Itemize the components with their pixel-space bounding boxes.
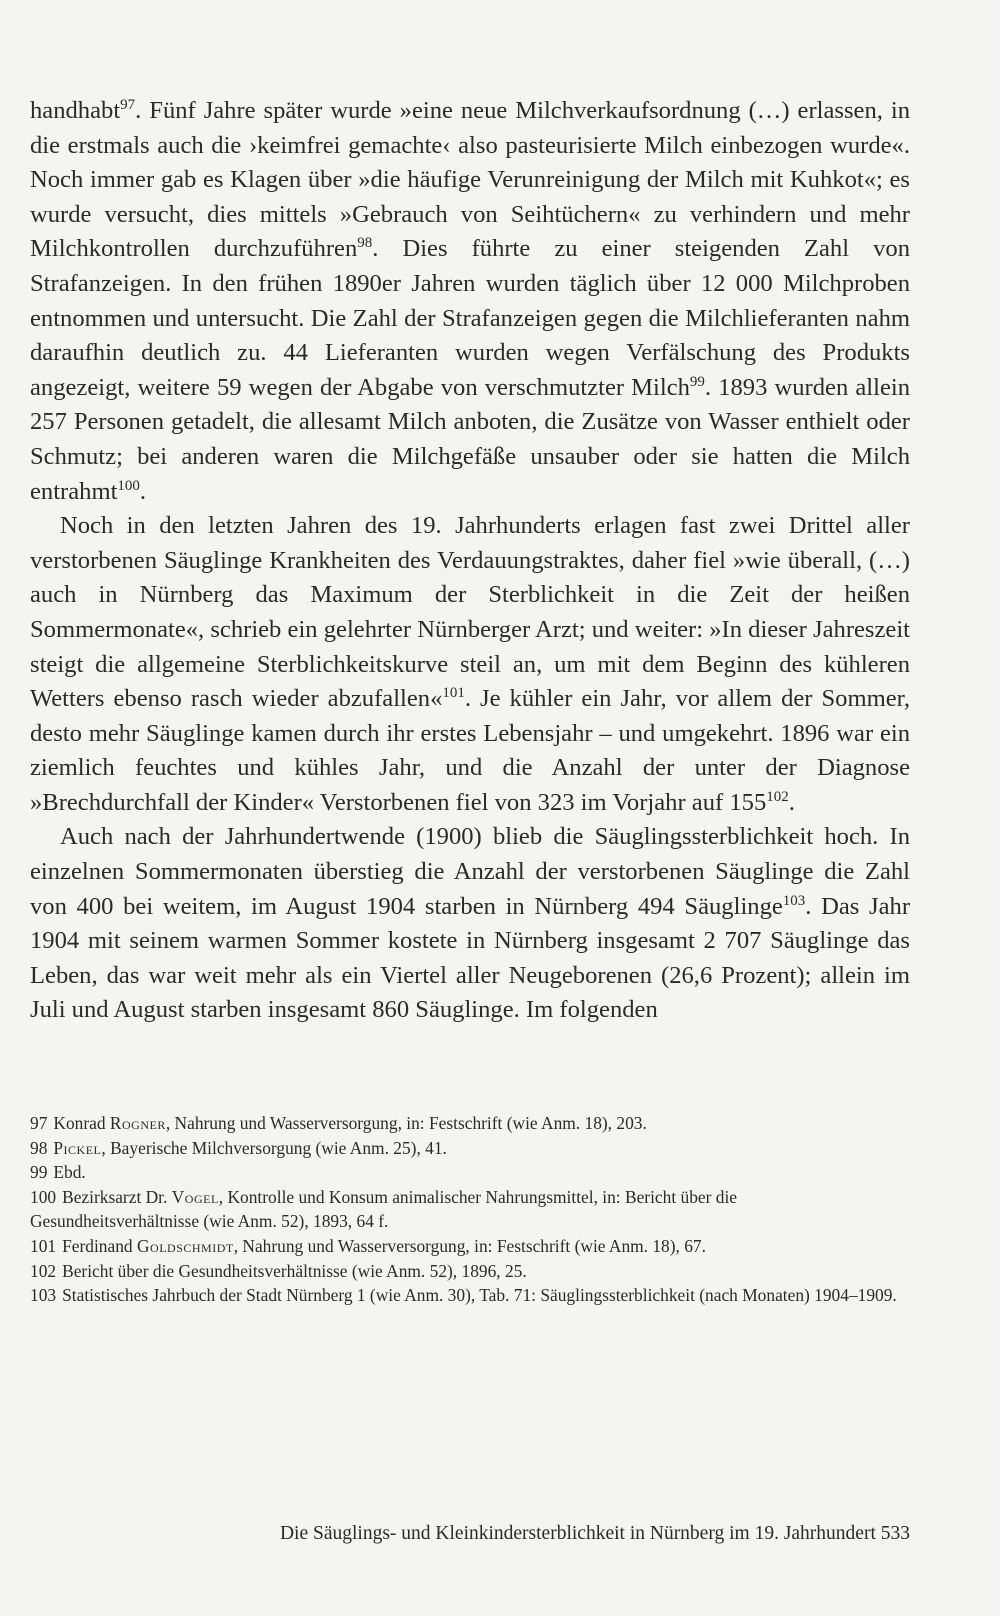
text-run: . Dies führte zu einer steigenden Zahl von Strafanzeigen. In den frühen 1890er Jahren wurden täglich über 12 000 Milchproben entnommen und untersucht. Die Zahl der Strafanzeigen gegen die Milchlieferanten nahm daraufhin deutlich zu. 44 Lieferanten wurden wegen Verfälschung des Produkts angezeigt, weitere 59 wegen der Abgabe von verschmutzter Milch [30, 235, 910, 401]
footnote-ref-99[interactable]: 99 [689, 373, 705, 390]
footnote-text: , Nahrung und Wasserversorgung, in: Festschrift (wie Anm. 18), 67. [233, 1235, 706, 1256]
footnote-ref-102[interactable]: 102 [766, 788, 789, 805]
footnote-text: Ferdinand [62, 1235, 137, 1256]
footnote-text: Konrad [53, 1113, 110, 1133]
text-run: . Fünf Jahre später wurde »eine neue Milchverkaufsordnung (…) erlassen, in die erstmals auch die ›keimfrei gemachte‹ also pasteurisierte Milch einbezogen wurde«. Noch immer gab es Klagen über »die häufige Verunreinigung der Milch mit Kuhkot«; es wurde versucht, dies mittels »Gebrauch von Seihtüchern« zu verhindern und mehr Milchkontrollen durchzuführen [30, 97, 910, 263]
text-run: Auch nach der Jahrhundertwende (1900) blieb die Säuglingssterblichkeit hoch. In einzelnen Sommermonaten überstieg die Anzahl der verstorbenen Säuglinge die Zahl von 400 bei weitem, im August 1904 starben in Nürnberg 494 Säuglinge [30, 823, 910, 920]
paragraph-2 [30, 509, 910, 820]
footnote-ref-101[interactable]: 101 [442, 685, 465, 702]
paragraph-3 [30, 820, 910, 1028]
footnote-text: Bericht über die Gesundheitsverhältnisse (wie Anm. 52), 1896, 25. [62, 1260, 527, 1281]
page-number: 533 [880, 1523, 910, 1544]
footnote-number: 103 [30, 1285, 57, 1306]
footnote-number: 99 [30, 1162, 48, 1183]
footnote-102 [30, 1259, 910, 1284]
footnote-98 [30, 1136, 910, 1161]
footnote-text: Ebd. [53, 1162, 86, 1183]
running-footer [30, 1523, 910, 1545]
paragraph-1 [30, 94, 910, 509]
footnote-text: , Nahrung und Wasserversorgung, in: Festschrift (wie Anm. 18), 203. [165, 1113, 647, 1133]
footnote-101 [30, 1234, 910, 1259]
footnote-ref-100[interactable]: 100 [117, 477, 140, 494]
footnote-number: 100 [30, 1186, 57, 1207]
footnote-100 [30, 1185, 910, 1234]
footnote-ref-103[interactable]: 103 [782, 892, 806, 909]
text-run: handhabt [30, 97, 121, 124]
footnote-97 [30, 1111, 910, 1136]
text-run: . Das Jahr 1904 mit seinem warmen Sommer kostete in Nürnberg insgesamt 2 707 Säuglinge das Leben, das war weit mehr als ein Viertel aller Neugeborenen (26,6 Prozent); allein im Juli und August starben insgesamt 860 Säuglinge. Im folgenden [30, 892, 911, 1024]
footnote-number: 97 [30, 1113, 48, 1133]
main-text [30, 94, 910, 1028]
footnote-number: 98 [30, 1137, 48, 1158]
text-run: . [788, 788, 795, 816]
footnote-99 [30, 1160, 910, 1185]
text-run: . [139, 477, 147, 505]
footnote-author: Goldschmidt [136, 1235, 234, 1256]
footnotes [30, 1111, 910, 1308]
text-run: . Je kühler ein Jahr, vor allem der Sommer, desto mehr Säuglinge kamen durch ihr erstes Lebensjahr – und umgekehrt. 1896 war ein ziemlich feuchtes und kühles Jahr, und die Anzahl der unter der Diagnose »Brechdurchfall der Kinder« Verstorbenen fiel von 323 im Vorjahr auf 155 [30, 685, 911, 816]
footnote-author: Rogner [109, 1113, 166, 1133]
running-title: Die Säuglings- und Kleinkindersterblichkeit in Nürnberg im 19. Jahrhundert [279, 1523, 876, 1544]
footnote-text: Bezirksarzt Dr. [62, 1186, 172, 1207]
footnote-number: 101 [30, 1235, 57, 1256]
footnote-ref-98[interactable]: 98 [357, 235, 373, 252]
footnote-ref-97[interactable]: 97 [120, 97, 136, 113]
footnote-author: Pickel [53, 1137, 102, 1158]
footnote-text: , Bayerische Milchversorgung (wie Anm. 25), 41. [101, 1137, 447, 1158]
footnote-103 [30, 1283, 910, 1308]
footnote-author: Vogel [171, 1186, 219, 1207]
footnote-text: , Kontrolle und Konsum animalischer Nahrungsmittel, in: Bericht über die Gesundheitsverhältnisse (wie Anm. 52), 1893, 64 f. [30, 1186, 738, 1232]
text-run: Noch in den letzten Jahren des 19. Jahrhunderts erlagen fast zwei Drittel aller verstorbenen Säuglinge Krankheiten des Verdauungstraktes, daher fiel »wie überall, (…) auch in Nürnberg das Maximum der Sterblichkeit in die Zeit der heißen Sommermonate«, schrieb ein gelehrter Nürnberger Arzt; und weiter: »In dieser Jahreszeit steigt die allgemeine Sterblichkeitskurve steil an, um mit dem Beginn des kühleren Wetters ebenso rasch wieder abzufallen« [30, 512, 910, 713]
footnote-number: 102 [30, 1260, 57, 1281]
text-run: . 1893 wurden allein 257 Personen getadelt, die allesamt Milch anboten, die Zusätze von Wasser enthielt oder Schmutz; bei anderen waren die Milchgefäße unsauber oder sie hatten die Milch entrahmt [30, 373, 910, 505]
footnote-text: Statistisches Jahrbuch der Stadt Nürnberg 1 (wie Anm. 30), Tab. 71: Säuglingssterblichkeit (nach Monaten) 1904–1909. [62, 1285, 897, 1306]
